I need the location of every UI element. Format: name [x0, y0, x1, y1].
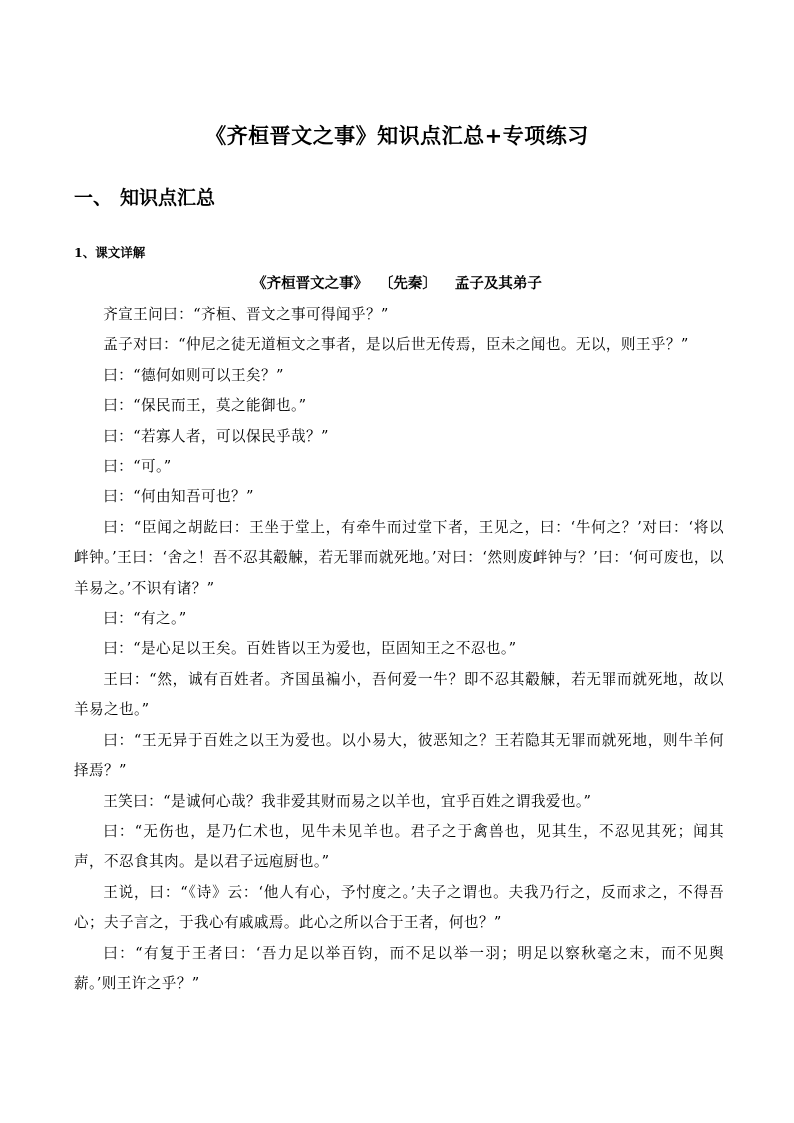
- paragraph: 曰：“王无异于百姓之以王为爱也。以小易大，彼恶知之？王若隐其无罪而就死地，则牛羊何择焉？”: [74, 731, 724, 780]
- paragraph: 曰：“德何如则可以王矣？”: [103, 366, 284, 384]
- paragraph: 曰：“臣闻之胡龁曰：王坐于堂上，有牵牛而过堂下者，王见之，曰：‘牛何之？’对曰：‘将以衅钟。’王曰：‘舍之！吾不忍其觳觫，若无罪而就死地。’对曰：‘然则废衅钟与？’曰：‘何可废也，以羊易之。’不识有诸？”: [74, 518, 724, 597]
- paragraph: 曰：“有复于王者曰：‘吾力足以举百钧，而不足以举一羽；明足以察秋毫之末，而不见舆薪。’则王许之乎？”: [74, 944, 724, 992]
- text-name: 《齐桓晋文之事》: [252, 275, 369, 292]
- paragraph: 曰：“可。”: [103, 458, 172, 476]
- document-title: 《齐桓晋文之事》知识点汇总+专项练习: [205, 123, 589, 148]
- paragraph: 曰：“无伤也，是乃仁术也，见牛未见羊也。君子之于禽兽也，见其生，不忍见其死；闻其声，不忍食其肉。是以君子远庖厨也。”: [74, 822, 724, 871]
- paragraph: 王笑曰：“是诚何心哉？我非爱其财而易之以羊也，宜乎百姓之谓我爱也。”: [103, 792, 592, 810]
- paragraph: 曰：“若寡人者，可以保民乎哉？”: [103, 427, 329, 445]
- subsection-heading: 1、课文详解: [74, 245, 146, 260]
- paragraph: 曰：“何由知吾可也？”: [103, 488, 254, 506]
- paragraph: 齐宣王问曰：“齐桓、晋文之事可得闻乎？”: [103, 306, 389, 323]
- section-heading: [74, 183, 215, 210]
- paragraph: 孟子对曰：“仲尼之徒无道桓文之事者，是以后世无传焉，臣未之闻也。无以，则王乎？”: [103, 336, 689, 354]
- text-dynasty: 〔先秦〕: [386, 275, 437, 292]
- paragraph: 王说，曰：“《诗》云：‘他人有心，予忖度之。’夫子之谓也。夫我乃行之，反而求之，不得吾心；夫子言之，于我心有戚戚焉。此心之所以合于王者，何也？”: [74, 883, 724, 932]
- text-title-line: [0, 272, 794, 293]
- paragraph: 曰：“有之。”: [103, 610, 187, 628]
- paragraph: 王曰：“然，诚有百姓者。齐国虽褊小，吾何爱一牛？即不忍其觳觫，若无罪而就死地，故以羊易之也。”: [74, 670, 724, 719]
- section-number: 一、: [74, 187, 113, 209]
- text-body: [74, 300, 724, 999]
- text-author: 孟子及其弟子: [454, 275, 542, 292]
- paragraph: 曰：“是心足以王矣。百姓皆以王为爱也，臣固知王之不忍也。”: [103, 640, 517, 658]
- section-label: 知识点汇总: [120, 187, 216, 209]
- paragraph: 曰：“保民而王，莫之能御也。”: [103, 397, 307, 415]
